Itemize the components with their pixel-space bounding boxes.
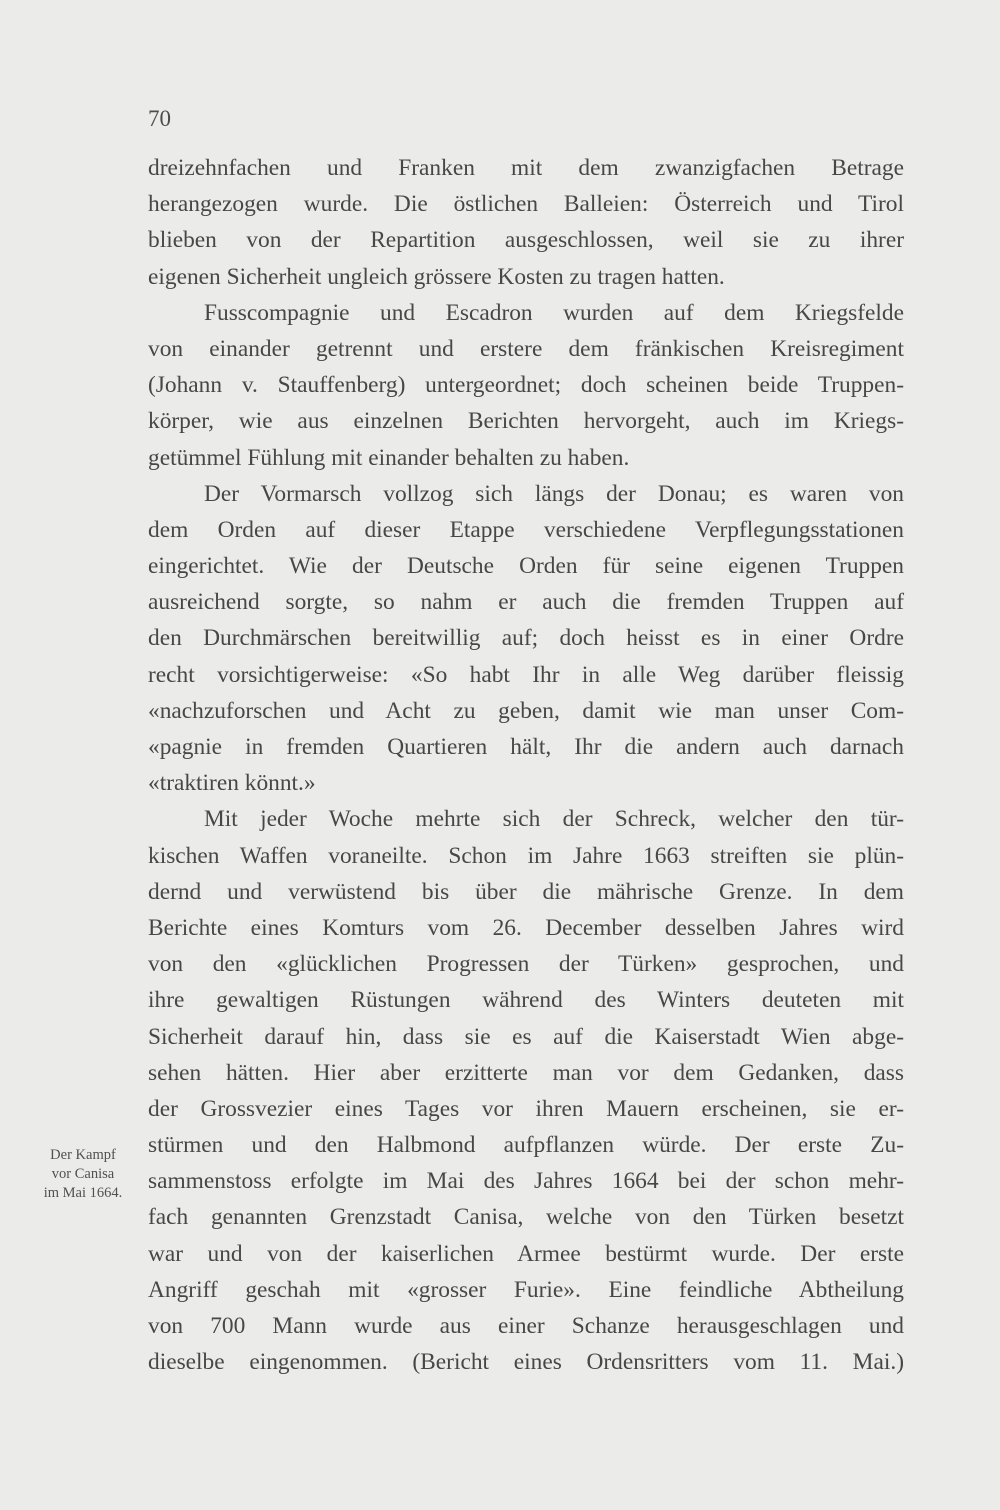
text-line: sammenstoss erfolgte im Mai des Jahres 1664 bei der schon mehr- xyxy=(148,1168,904,1195)
text-line: dreizehnfachen und Franken mit dem zwanzigfachen Betrage xyxy=(148,155,904,181)
text-line: fach genannten Grenzstadt Canisa, welche von den Türken besetzt xyxy=(148,1204,904,1231)
text-line: dernd und verwüstend bis über die mährische Grenze. In dem xyxy=(148,878,904,905)
text-line: ausreichend sorgte, so nahm er auch die fremden Truppen auf xyxy=(148,589,904,616)
margin-note xyxy=(28,1146,138,1203)
text-line: eingerichtet. Wie der Deutsche Orden für seine eigenen Truppen xyxy=(148,553,904,580)
text-line: recht vorsichtigerweise: «So habt Ihr in alle Weg darüber fleissig xyxy=(148,661,904,688)
text-line: kischen Waffen voraneilte. Schon im Jahre 1663 streiften sie plün- xyxy=(148,842,904,869)
text-line: dem Orden auf dieser Etappe verschiedene Verpflegungsstationen xyxy=(148,516,904,543)
body-text xyxy=(148,150,904,1380)
text-line: von einander getrennt und erstere dem fränkischen Kreisregiment xyxy=(148,335,904,362)
text-line: Berichte eines Komturs vom 26. December desselben Jahres wird xyxy=(148,914,904,941)
margin-note-line: im Mai 1664. xyxy=(43,1185,123,1201)
text-line: Der Vormarsch vollzog sich längs der Donau; es waren von xyxy=(204,480,904,507)
text-line: stürmen und den Halbmond aufpflanzen würde. Der erste Zu- xyxy=(148,1132,904,1159)
text-line: Fusscompagnie und Escadron wurden auf dem Kriegsfelde xyxy=(204,299,904,326)
text-line: dieselbe eingenommen. (Bericht eines Ordensritters vom 11. Mai.) xyxy=(148,1349,904,1376)
margin-note-line: vor Canisa xyxy=(51,1166,115,1182)
text-line: Mit jeder Woche mehrte sich der Schreck, welcher den tür- xyxy=(204,806,904,833)
text-line: (Johann v. Stauffenberg) untergeordnet; doch scheinen beide Truppen- xyxy=(148,372,904,399)
text-line: «pagnie in fremden Quartieren hält, Ihr die andern auch darnach xyxy=(148,734,904,760)
text-line: war und von der kaiserlichen Armee bestürmt wurde. Der erste xyxy=(148,1240,904,1267)
text-line: von den «glücklichen Progressen der Türken» gesprochen, und xyxy=(148,951,904,978)
text-line: «traktiren könnt.» xyxy=(148,770,316,797)
text-line: blieben von der Repartition ausgeschlossen, weil sie zu ihrer xyxy=(148,227,904,254)
text-line: körper, wie aus einzelnen Berichten hervorgeht, auch im Kriegs- xyxy=(148,408,904,435)
text-line: Sicherheit darauf hin, dass sie es auf die Kaiserstadt Wien abge- xyxy=(148,1023,904,1050)
page-number: 70 xyxy=(148,106,171,131)
text-line: von 700 Mann wurde aus einer Schanze herausgeschlagen und xyxy=(148,1313,904,1339)
margin-note-line: Der Kampf xyxy=(50,1147,116,1163)
text-line: ihre gewaltigen Rüstungen während des Winters deuteten mit xyxy=(148,987,904,1014)
text-line: «nachzuforschen und Acht zu geben, damit wie man unser Com- xyxy=(148,697,904,724)
text-line: sehen hätten. Hier aber erzitterte man vor dem Gedanken, dass xyxy=(148,1059,904,1086)
text-line: getümmel Fühlung mit einander behalten zu haben. xyxy=(148,444,630,471)
text-line: eigenen Sicherheit ungleich grössere Kosten zu tragen hatten. xyxy=(148,263,725,290)
text-line: der Grossvezier eines Tages vor ihren Mauern erscheinen, sie er- xyxy=(148,1095,904,1122)
text-line: den Durchmärschen bereitwillig auf; doch heisst es in einer Ordre xyxy=(148,625,904,652)
text-line: herangezogen wurde. Die östlichen Balleien: Österreich und Tirol xyxy=(148,191,904,218)
text-line: Angriff geschah mit «grosser Furie». Eine feindliche Abtheilung xyxy=(148,1276,904,1303)
